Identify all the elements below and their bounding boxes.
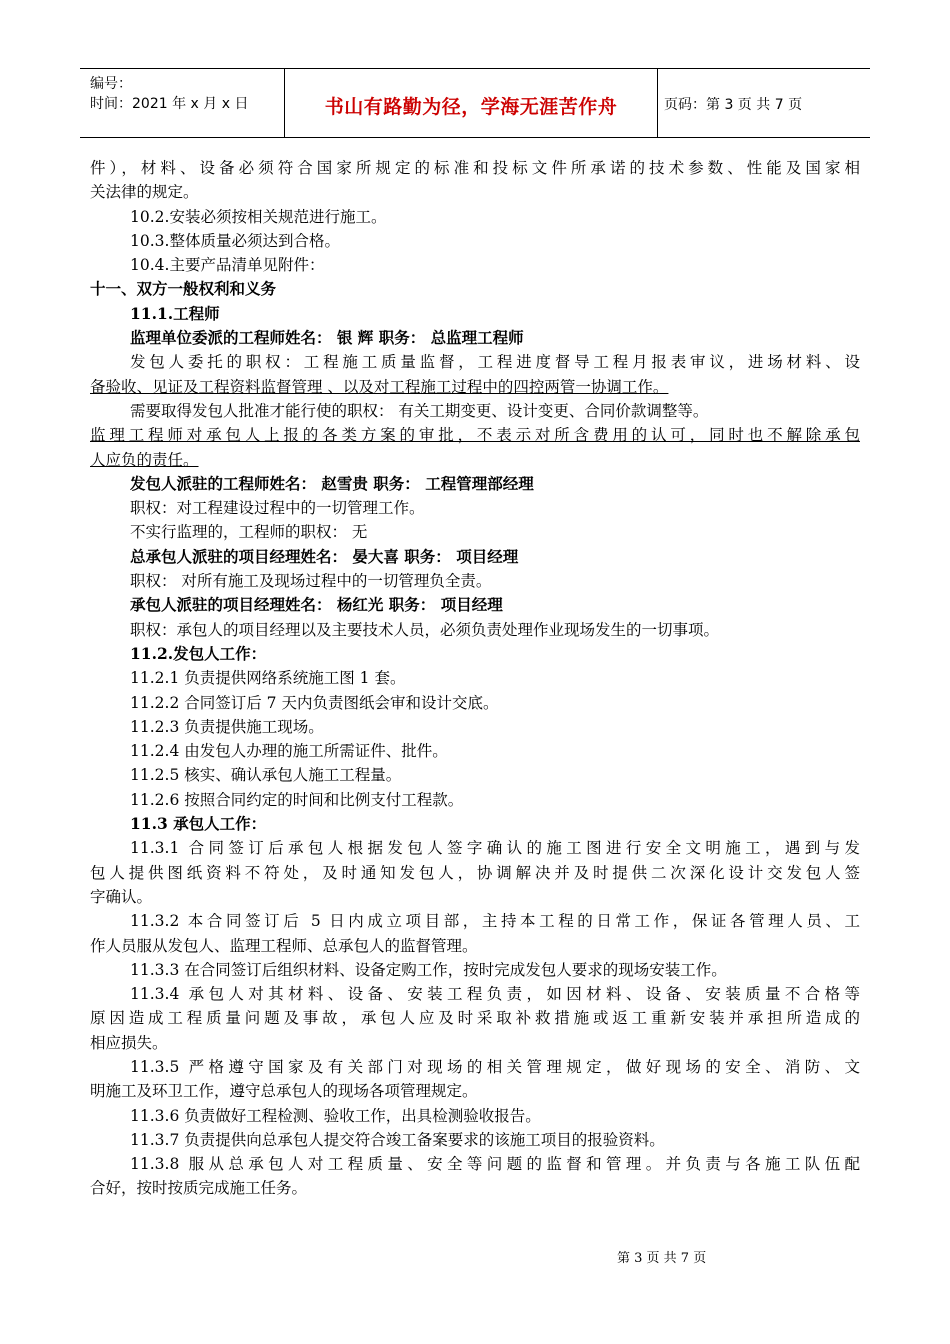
body-line: 件），材料、设备必须符合国家所规定的标准和投标文件所承诺的技术参数、性能及国家相 — [90, 159, 860, 177]
body-line: 11.3.5 严格遵守国家及有关部门对现场的相关管理规定，做好现场的安全、消防、文 — [130, 1057, 860, 1076]
body-line: 需要取得发包人批准才能行使的职权： 有关工期变更、设计变更、合同价款调整等。 — [130, 401, 709, 420]
body-line: 10.2.安装必须按相关规范进行施工。 — [130, 207, 387, 226]
body-line: 发包人委托的职权：工程施工质量监督，工程进度督导工程月报表审议，进场材料、设 — [130, 353, 860, 372]
body-line: 发包人派驻的工程师姓名： 赵雪贵 职务： 工程管理部经理 — [130, 473, 534, 493]
body-line: 监理单位委派的工程师姓名： 银 辉 职务： 总监理工程师 — [130, 328, 524, 348]
body-line: 总承包人派驻的项目经理姓名： 晏大喜 职务： 项目经理 — [130, 546, 519, 566]
page-footer: 第 3 页 共 7 页 — [617, 1251, 707, 1266]
body-line: 11.2.5 核实、确认承包人施工工程量。 — [130, 766, 402, 785]
body-line: 11.2.6 按照合同约定的时间和比例支付工程款。 — [130, 790, 464, 809]
body-line: 11.1.工程师 — [130, 303, 220, 323]
body-line: 职权： 对所有施工及现场过程中的一切管理负全责。 — [130, 572, 492, 591]
body-line: 11.3.7 负责提供向总承包人提交符合竣工备案要求的该施工项目的报验资料。 — [130, 1130, 665, 1149]
body-line: 十一、双方一般权利和义务 — [90, 279, 277, 299]
body-line: 职权：承包人的项目经理以及主要技术人员，必须负责处理作业现场发生的一切事项。 — [130, 620, 720, 639]
body-line: 不实行监理的，工程师的职权： 无 — [130, 523, 368, 542]
document-number-label: 编号： — [90, 76, 132, 92]
header-motto: 书山有路勤为径，学海无涯苦作舟 — [324, 96, 618, 118]
body-line: 关法律的规定。 — [90, 183, 199, 202]
body-line: 人应负的责任。 — [90, 450, 199, 469]
body-line: 11.2.4 由发包人办理的施工所需证件、批件。 — [130, 742, 448, 761]
body-line: 11.3.8 服从总承包人对工程质量、安全等问题的监督和管理。并负责与各施工队伍配 — [130, 1155, 860, 1174]
body-line: 明施工及环卫工作，遵守总承包人的现场各项管理规定。 — [90, 1082, 478, 1101]
body-line: 合好，按时按质完成施工任务。 — [90, 1179, 308, 1198]
body-line: 11.2.发包人工作： — [130, 643, 267, 663]
body-line: 10.3.整体质量必须达到合格。 — [130, 231, 340, 250]
body-line: 职权：对工程建设过程中的一切管理工作。 — [130, 499, 425, 518]
body-line: 承包人派驻的项目经理姓名： 杨红光 职务： 项目经理 — [130, 595, 503, 615]
body-line: 相应损失。 — [90, 1033, 168, 1052]
body-line: 11.3.1 合同签订后承包人根据发包人签字确认的施工图进行安全文明施工，遇到与发 — [130, 839, 860, 858]
body-line: 11.3.3 在合同签订后组织材料、设备定购工作，按时完成发包人要求的现场安装工作。 — [130, 960, 727, 979]
body-line: 11.2.2 合同签订后 7 天内负责图纸会审和设计交底。 — [130, 693, 499, 712]
body-line: 10.4.主要产品清单见附件： — [130, 256, 325, 275]
body-line: 作人员服从发包人、监理工程师、总承包人的监督管理。 — [90, 936, 478, 955]
document-body — [90, 156, 860, 1201]
body-line: 11.3.6 负责做好工程检测、验收工作，出具检测验收报告。 — [130, 1106, 541, 1125]
body-line: 包人提供图纸资料不符处，及时通知发包人，协调解决并及时提供二次深化设计交发包人签 — [90, 863, 860, 882]
body-line: 11.3 承包人工作： — [130, 814, 267, 834]
body-line: 备验收、见证及工程资料监督管理 、以及对工程施工过程中的四控两管一协调工作。 — [90, 377, 669, 396]
body-line: 原因造成工程质量问题及事故，承包人应及时采取补救措施或返工重新安装并承担所造成的 — [90, 1009, 860, 1028]
body-line: 11.3.2 本合同签订后 5 日内成立项目部，主持本工程的日常工作，保证各管理人员、工 — [130, 912, 860, 931]
body-line: 11.3.4 承包人对其材料、设备、安装工程负责，如因材料、设备、安装质量不合格等 — [130, 985, 860, 1004]
document-header — [80, 68, 870, 138]
body-line: 字确认。 — [90, 887, 153, 906]
body-line: 11.2.3 负责提供施工现场。 — [130, 717, 324, 736]
document-date-label: 时间：2021 年 x 月 x 日 — [90, 96, 249, 112]
header-meta-cell — [80, 69, 285, 137]
body-line: 11.2.1 负责提供网络系统施工图 1 套。 — [130, 669, 406, 688]
header-page-number: 页码：第 3 页 共 7 页 — [664, 97, 803, 113]
header-motto-cell — [285, 69, 658, 137]
body-line: 监理工程师对承包人上报的各类方案的审批，不表示对所含费用的认可，同时也不解除承包 — [90, 426, 860, 445]
